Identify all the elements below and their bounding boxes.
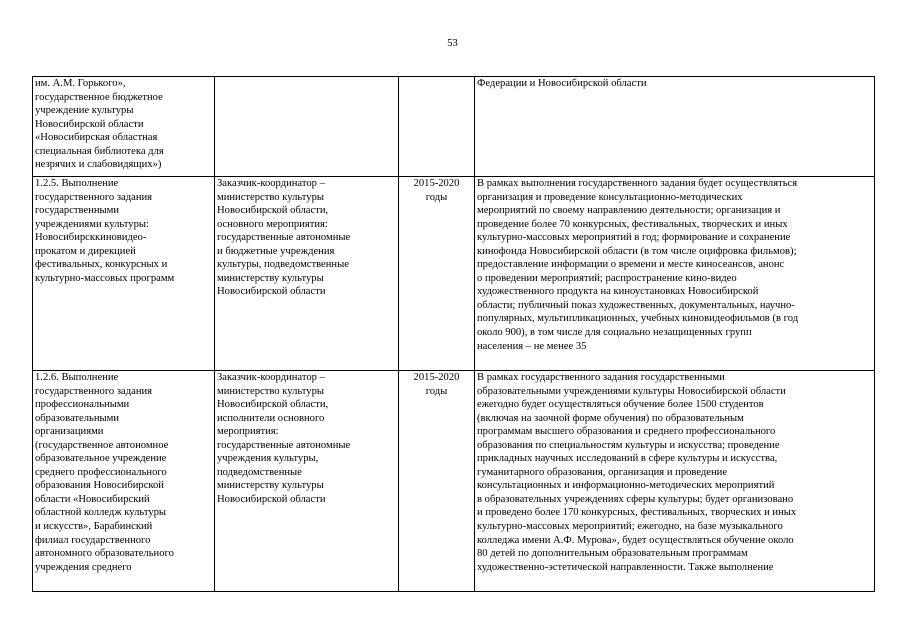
page-number: 53 xyxy=(447,38,458,49)
period-cell: 2015-2020 годы xyxy=(399,177,475,371)
table-row xyxy=(33,177,875,371)
period-cell: 2015-2020 годы xyxy=(399,371,475,592)
result-cell: Федерации и Новосибирской области xyxy=(475,77,875,177)
executors-cell: Заказчик-координатор – министерство культуры Новосибирской области, исполнители основного мероприятия: государственные автономные учреждения культуры, подведомственные министерству культуры Новосибирской области xyxy=(215,371,399,592)
period-cell xyxy=(399,77,475,177)
table-row xyxy=(33,77,875,177)
result-cell: В рамках выполнения государственного задания будет осуществляться организация и проведение консультационно-методических мероприятий по своему направлению деятельности; организация и проведение более 70 конкурсных, фестивальных, творческих и иных культурно-массовых мероприятий в год; формирование и сохранение кинофонда Новосибирской области (в том числе оцифровка фильмов); предоставление информации о времени и месте киносеансов, анонс о проведении мероприятий; распространение кино-видео художественного продукта на киноустановках Новосибирской области; публичный показ художественных, документальных, научно- популярных, мультипликационных, учебных киновидеофильмов (в год около 900), в том числе для социально незащищенных групп населения – не менее 35 xyxy=(475,177,875,371)
event-cell: им. А.М. Горького», государственное бюджетное учреждение культуры Новосибирской области «Новосибирская областная специальная библиотека для незрячих и слабовидящих») xyxy=(33,77,215,177)
event-cell: 1.2.6. Выполнение государственного задания профессиональными образовательными организациями (государственное автономное образовательное учреждение среднего профессионального образования Новосибирской области «Новосибирский областной колледж культуры и искусств», Барабинский филиал государственного автономного образовательного учреждения среднего xyxy=(33,371,215,592)
result-cell: В рамках государственного задания государственными образовательными учреждениями культуры Новосибирской области ежегодно будет осуществляться обучение более 1500 студентов (включая на заочной форме обучения) по образовательным программам высшего образования и среднего профессионального образования по специальностям культуры и искусства; проведение прикладных научных исследований в сфере культуры и искусства, гуманитарного образования, организация и проведение консультационных и информационно-методических мероприятий в образовательных учреждениях сферы культуры; будет организовано и проведено более 170 конкурсных, фестивальных, творческих и иных культурно-массовых мероприятий; ежегодно, на базе музыкального колледжа имени А.Ф. Мурова», будет осуществляться обучение около 80 детей по дополнительным образовательным программам художественно-эстетической направленности. Также выполнение xyxy=(475,371,875,592)
event-cell: 1.2.5. Выполнение государственного задания государственными учреждениями культуры: Новосибирсккиновидео- прокатом и дирекцией фестивальных, конкурсных и культурно-массовых программ xyxy=(33,177,215,371)
measures-table xyxy=(32,76,875,592)
executors-cell: Заказчик-координатор – министерство культуры Новосибирской области, основного мероприятия: государственные автономные и бюджетные учреждения культуры, подведомственные министерству культуры Новосибирской области xyxy=(215,177,399,371)
executors-cell xyxy=(215,77,399,177)
table-row xyxy=(33,371,875,592)
